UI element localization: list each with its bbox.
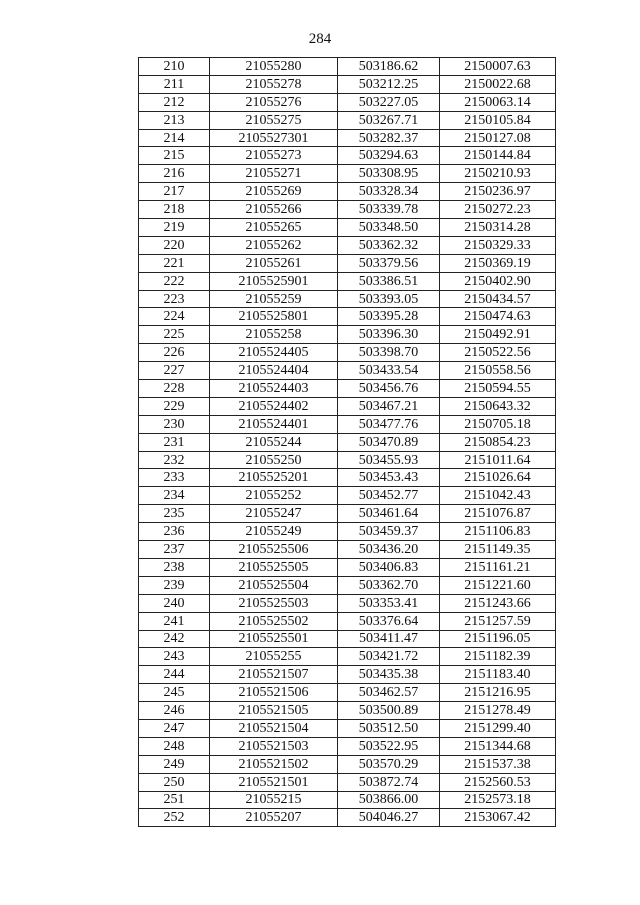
table-row bbox=[139, 666, 556, 684]
row-index-cell: 211 bbox=[139, 75, 210, 93]
point-code-cell: 2105521504 bbox=[210, 719, 338, 737]
row-index-cell: 226 bbox=[139, 344, 210, 362]
y-coordinate-cell: 2151183.40 bbox=[440, 666, 556, 684]
x-coordinate-cell: 503379.56 bbox=[338, 254, 440, 272]
table-row bbox=[139, 773, 556, 791]
x-coordinate-cell: 503386.51 bbox=[338, 272, 440, 290]
y-coordinate-cell: 2150022.68 bbox=[440, 75, 556, 93]
table-row bbox=[139, 630, 556, 648]
row-index-cell: 240 bbox=[139, 594, 210, 612]
x-coordinate-cell: 503362.70 bbox=[338, 576, 440, 594]
x-coordinate-cell: 503570.29 bbox=[338, 755, 440, 773]
x-coordinate-cell: 503436.20 bbox=[338, 541, 440, 559]
x-coordinate-cell: 503227.05 bbox=[338, 93, 440, 111]
table-row bbox=[139, 755, 556, 773]
point-code-cell: 21055250 bbox=[210, 451, 338, 469]
x-coordinate-cell: 503435.38 bbox=[338, 666, 440, 684]
point-code-cell: 2105524405 bbox=[210, 344, 338, 362]
table-row bbox=[139, 433, 556, 451]
row-index-cell: 249 bbox=[139, 755, 210, 773]
x-coordinate-cell: 503462.57 bbox=[338, 684, 440, 702]
table-row bbox=[139, 648, 556, 666]
x-coordinate-cell: 503453.43 bbox=[338, 469, 440, 487]
table-row bbox=[139, 129, 556, 147]
table-row bbox=[139, 111, 556, 129]
x-coordinate-cell: 503362.32 bbox=[338, 236, 440, 254]
y-coordinate-cell: 2151161.21 bbox=[440, 558, 556, 576]
point-code-cell: 2105525901 bbox=[210, 272, 338, 290]
x-coordinate-cell: 503186.62 bbox=[338, 58, 440, 76]
table-row bbox=[139, 75, 556, 93]
x-coordinate-cell: 503212.25 bbox=[338, 75, 440, 93]
row-index-cell: 216 bbox=[139, 165, 210, 183]
row-index-cell: 214 bbox=[139, 129, 210, 147]
point-code-cell: 2105525801 bbox=[210, 308, 338, 326]
row-index-cell: 228 bbox=[139, 380, 210, 398]
row-index-cell: 230 bbox=[139, 415, 210, 433]
row-index-cell: 210 bbox=[139, 58, 210, 76]
y-coordinate-cell: 2151106.83 bbox=[440, 523, 556, 541]
x-coordinate-cell: 503522.95 bbox=[338, 737, 440, 755]
table-row bbox=[139, 576, 556, 594]
y-coordinate-cell: 2150329.33 bbox=[440, 236, 556, 254]
table-row bbox=[139, 183, 556, 201]
table-row bbox=[139, 594, 556, 612]
row-index-cell: 245 bbox=[139, 684, 210, 702]
x-coordinate-cell: 503376.64 bbox=[338, 612, 440, 630]
row-index-cell: 232 bbox=[139, 451, 210, 469]
table-row bbox=[139, 344, 556, 362]
point-code-cell: 21055247 bbox=[210, 505, 338, 523]
table-row bbox=[139, 487, 556, 505]
point-code-cell: 21055269 bbox=[210, 183, 338, 201]
point-code-cell: 21055207 bbox=[210, 809, 338, 827]
point-code-cell: 21055262 bbox=[210, 236, 338, 254]
table-row bbox=[139, 201, 556, 219]
table-row bbox=[139, 737, 556, 755]
coordinates-table bbox=[138, 57, 556, 827]
table-row bbox=[139, 558, 556, 576]
y-coordinate-cell: 2151196.05 bbox=[440, 630, 556, 648]
point-code-cell: 2105521506 bbox=[210, 684, 338, 702]
table-row bbox=[139, 809, 556, 827]
x-coordinate-cell: 503348.50 bbox=[338, 219, 440, 237]
x-coordinate-cell: 504046.27 bbox=[338, 809, 440, 827]
point-code-cell: 2105525506 bbox=[210, 541, 338, 559]
row-index-cell: 241 bbox=[139, 612, 210, 630]
point-code-cell: 2105524401 bbox=[210, 415, 338, 433]
row-index-cell: 251 bbox=[139, 791, 210, 809]
row-index-cell: 244 bbox=[139, 666, 210, 684]
table-row bbox=[139, 612, 556, 630]
table-row bbox=[139, 719, 556, 737]
point-code-cell: 2105521502 bbox=[210, 755, 338, 773]
table-row bbox=[139, 93, 556, 111]
row-index-cell: 212 bbox=[139, 93, 210, 111]
y-coordinate-cell: 2151042.43 bbox=[440, 487, 556, 505]
row-index-cell: 252 bbox=[139, 809, 210, 827]
row-index-cell: 237 bbox=[139, 541, 210, 559]
x-coordinate-cell: 503393.05 bbox=[338, 290, 440, 308]
row-index-cell: 225 bbox=[139, 326, 210, 344]
point-code-cell: 21055255 bbox=[210, 648, 338, 666]
y-coordinate-cell: 2150643.32 bbox=[440, 397, 556, 415]
point-code-cell: 21055278 bbox=[210, 75, 338, 93]
row-index-cell: 236 bbox=[139, 523, 210, 541]
x-coordinate-cell: 503339.78 bbox=[338, 201, 440, 219]
row-index-cell: 224 bbox=[139, 308, 210, 326]
point-code-cell: 2105521501 bbox=[210, 773, 338, 791]
y-coordinate-cell: 2152573.18 bbox=[440, 791, 556, 809]
point-code-cell: 21055265 bbox=[210, 219, 338, 237]
table-row bbox=[139, 236, 556, 254]
row-index-cell: 246 bbox=[139, 702, 210, 720]
row-index-cell: 215 bbox=[139, 147, 210, 165]
x-coordinate-cell: 503455.93 bbox=[338, 451, 440, 469]
x-coordinate-cell: 503452.77 bbox=[338, 487, 440, 505]
point-code-cell: 21055273 bbox=[210, 147, 338, 165]
point-code-cell: 2105524404 bbox=[210, 362, 338, 380]
point-code-cell: 2105521503 bbox=[210, 737, 338, 755]
x-coordinate-cell: 503421.72 bbox=[338, 648, 440, 666]
table-row bbox=[139, 326, 556, 344]
y-coordinate-cell: 2150007.63 bbox=[440, 58, 556, 76]
y-coordinate-cell: 2150105.84 bbox=[440, 111, 556, 129]
point-code-cell: 21055271 bbox=[210, 165, 338, 183]
point-code-cell: 21055215 bbox=[210, 791, 338, 809]
x-coordinate-cell: 503500.89 bbox=[338, 702, 440, 720]
table-row bbox=[139, 702, 556, 720]
point-code-cell: 21055252 bbox=[210, 487, 338, 505]
table-row bbox=[139, 272, 556, 290]
x-coordinate-cell: 503467.21 bbox=[338, 397, 440, 415]
y-coordinate-cell: 2150369.19 bbox=[440, 254, 556, 272]
point-code-cell: 2105524403 bbox=[210, 380, 338, 398]
row-index-cell: 231 bbox=[139, 433, 210, 451]
row-index-cell: 223 bbox=[139, 290, 210, 308]
row-index-cell: 235 bbox=[139, 505, 210, 523]
row-index-cell: 243 bbox=[139, 648, 210, 666]
y-coordinate-cell: 2153067.42 bbox=[440, 809, 556, 827]
table-row bbox=[139, 147, 556, 165]
y-coordinate-cell: 2150854.23 bbox=[440, 433, 556, 451]
x-coordinate-cell: 503411.47 bbox=[338, 630, 440, 648]
x-coordinate-cell: 503872.74 bbox=[338, 773, 440, 791]
y-coordinate-cell: 2150558.56 bbox=[440, 362, 556, 380]
y-coordinate-cell: 2151243.66 bbox=[440, 594, 556, 612]
y-coordinate-cell: 2150063.14 bbox=[440, 93, 556, 111]
row-index-cell: 247 bbox=[139, 719, 210, 737]
point-code-cell: 2105525501 bbox=[210, 630, 338, 648]
x-coordinate-cell: 503353.41 bbox=[338, 594, 440, 612]
table-row bbox=[139, 523, 556, 541]
point-code-cell: 21055261 bbox=[210, 254, 338, 272]
x-coordinate-cell: 503267.71 bbox=[338, 111, 440, 129]
row-index-cell: 239 bbox=[139, 576, 210, 594]
y-coordinate-cell: 2151216.95 bbox=[440, 684, 556, 702]
x-coordinate-cell: 503396.30 bbox=[338, 326, 440, 344]
point-code-cell: 2105525502 bbox=[210, 612, 338, 630]
y-coordinate-cell: 2151257.59 bbox=[440, 612, 556, 630]
row-index-cell: 219 bbox=[139, 219, 210, 237]
table-row bbox=[139, 165, 556, 183]
table-row bbox=[139, 362, 556, 380]
point-code-cell: 2105521507 bbox=[210, 666, 338, 684]
row-index-cell: 233 bbox=[139, 469, 210, 487]
table-row bbox=[139, 505, 556, 523]
row-index-cell: 250 bbox=[139, 773, 210, 791]
row-index-cell: 213 bbox=[139, 111, 210, 129]
y-coordinate-cell: 2150314.28 bbox=[440, 219, 556, 237]
x-coordinate-cell: 503398.70 bbox=[338, 344, 440, 362]
table-row bbox=[139, 541, 556, 559]
y-coordinate-cell: 2150434.57 bbox=[440, 290, 556, 308]
y-coordinate-cell: 2150210.93 bbox=[440, 165, 556, 183]
row-index-cell: 218 bbox=[139, 201, 210, 219]
x-coordinate-cell: 503470.89 bbox=[338, 433, 440, 451]
row-index-cell: 227 bbox=[139, 362, 210, 380]
x-coordinate-cell: 503456.76 bbox=[338, 380, 440, 398]
table-row bbox=[139, 684, 556, 702]
table-row bbox=[139, 308, 556, 326]
point-code-cell: 2105525504 bbox=[210, 576, 338, 594]
row-index-cell: 229 bbox=[139, 397, 210, 415]
table-row bbox=[139, 58, 556, 76]
table-body bbox=[139, 58, 556, 827]
y-coordinate-cell: 2152560.53 bbox=[440, 773, 556, 791]
point-code-cell: 2105525503 bbox=[210, 594, 338, 612]
x-coordinate-cell: 503328.34 bbox=[338, 183, 440, 201]
x-coordinate-cell: 503461.64 bbox=[338, 505, 440, 523]
table-row bbox=[139, 219, 556, 237]
x-coordinate-cell: 503406.83 bbox=[338, 558, 440, 576]
row-index-cell: 221 bbox=[139, 254, 210, 272]
x-coordinate-cell: 503282.37 bbox=[338, 129, 440, 147]
point-code-cell: 21055276 bbox=[210, 93, 338, 111]
x-coordinate-cell: 503433.54 bbox=[338, 362, 440, 380]
point-code-cell: 2105525201 bbox=[210, 469, 338, 487]
row-index-cell: 222 bbox=[139, 272, 210, 290]
table-row bbox=[139, 791, 556, 809]
point-code-cell: 21055258 bbox=[210, 326, 338, 344]
y-coordinate-cell: 2151299.40 bbox=[440, 719, 556, 737]
y-coordinate-cell: 2151182.39 bbox=[440, 648, 556, 666]
table-row bbox=[139, 415, 556, 433]
x-coordinate-cell: 503308.95 bbox=[338, 165, 440, 183]
y-coordinate-cell: 2150144.84 bbox=[440, 147, 556, 165]
table-row bbox=[139, 254, 556, 272]
row-index-cell: 238 bbox=[139, 558, 210, 576]
y-coordinate-cell: 2151221.60 bbox=[440, 576, 556, 594]
point-code-cell: 21055280 bbox=[210, 58, 338, 76]
point-code-cell: 21055244 bbox=[210, 433, 338, 451]
row-index-cell: 220 bbox=[139, 236, 210, 254]
table-row bbox=[139, 397, 556, 415]
x-coordinate-cell: 503459.37 bbox=[338, 523, 440, 541]
y-coordinate-cell: 2151076.87 bbox=[440, 505, 556, 523]
table-row bbox=[139, 380, 556, 398]
x-coordinate-cell: 503866.00 bbox=[338, 791, 440, 809]
page-number: 284 bbox=[308, 31, 332, 47]
point-code-cell: 21055275 bbox=[210, 111, 338, 129]
y-coordinate-cell: 2150594.55 bbox=[440, 380, 556, 398]
point-code-cell: 2105521505 bbox=[210, 702, 338, 720]
point-code-cell: 21055259 bbox=[210, 290, 338, 308]
table-row bbox=[139, 469, 556, 487]
row-index-cell: 234 bbox=[139, 487, 210, 505]
x-coordinate-cell: 503395.28 bbox=[338, 308, 440, 326]
row-index-cell: 242 bbox=[139, 630, 210, 648]
y-coordinate-cell: 2150474.63 bbox=[440, 308, 556, 326]
y-coordinate-cell: 2150705.18 bbox=[440, 415, 556, 433]
point-code-cell: 21055249 bbox=[210, 523, 338, 541]
y-coordinate-cell: 2151537.38 bbox=[440, 755, 556, 773]
y-coordinate-cell: 2150127.08 bbox=[440, 129, 556, 147]
y-coordinate-cell: 2150492.91 bbox=[440, 326, 556, 344]
table-row bbox=[139, 290, 556, 308]
x-coordinate-cell: 503512.50 bbox=[338, 719, 440, 737]
point-code-cell: 21055266 bbox=[210, 201, 338, 219]
row-index-cell: 217 bbox=[139, 183, 210, 201]
x-coordinate-cell: 503477.76 bbox=[338, 415, 440, 433]
y-coordinate-cell: 2151278.49 bbox=[440, 702, 556, 720]
y-coordinate-cell: 2151011.64 bbox=[440, 451, 556, 469]
point-code-cell: 2105527301 bbox=[210, 129, 338, 147]
y-coordinate-cell: 2150272.23 bbox=[440, 201, 556, 219]
x-coordinate-cell: 503294.63 bbox=[338, 147, 440, 165]
y-coordinate-cell: 2151149.35 bbox=[440, 541, 556, 559]
table-row bbox=[139, 451, 556, 469]
y-coordinate-cell: 2150402.90 bbox=[440, 272, 556, 290]
y-coordinate-cell: 2150522.56 bbox=[440, 344, 556, 362]
point-code-cell: 2105524402 bbox=[210, 397, 338, 415]
y-coordinate-cell: 2150236.97 bbox=[440, 183, 556, 201]
y-coordinate-cell: 2151344.68 bbox=[440, 737, 556, 755]
point-code-cell: 2105525505 bbox=[210, 558, 338, 576]
row-index-cell: 248 bbox=[139, 737, 210, 755]
y-coordinate-cell: 2151026.64 bbox=[440, 469, 556, 487]
